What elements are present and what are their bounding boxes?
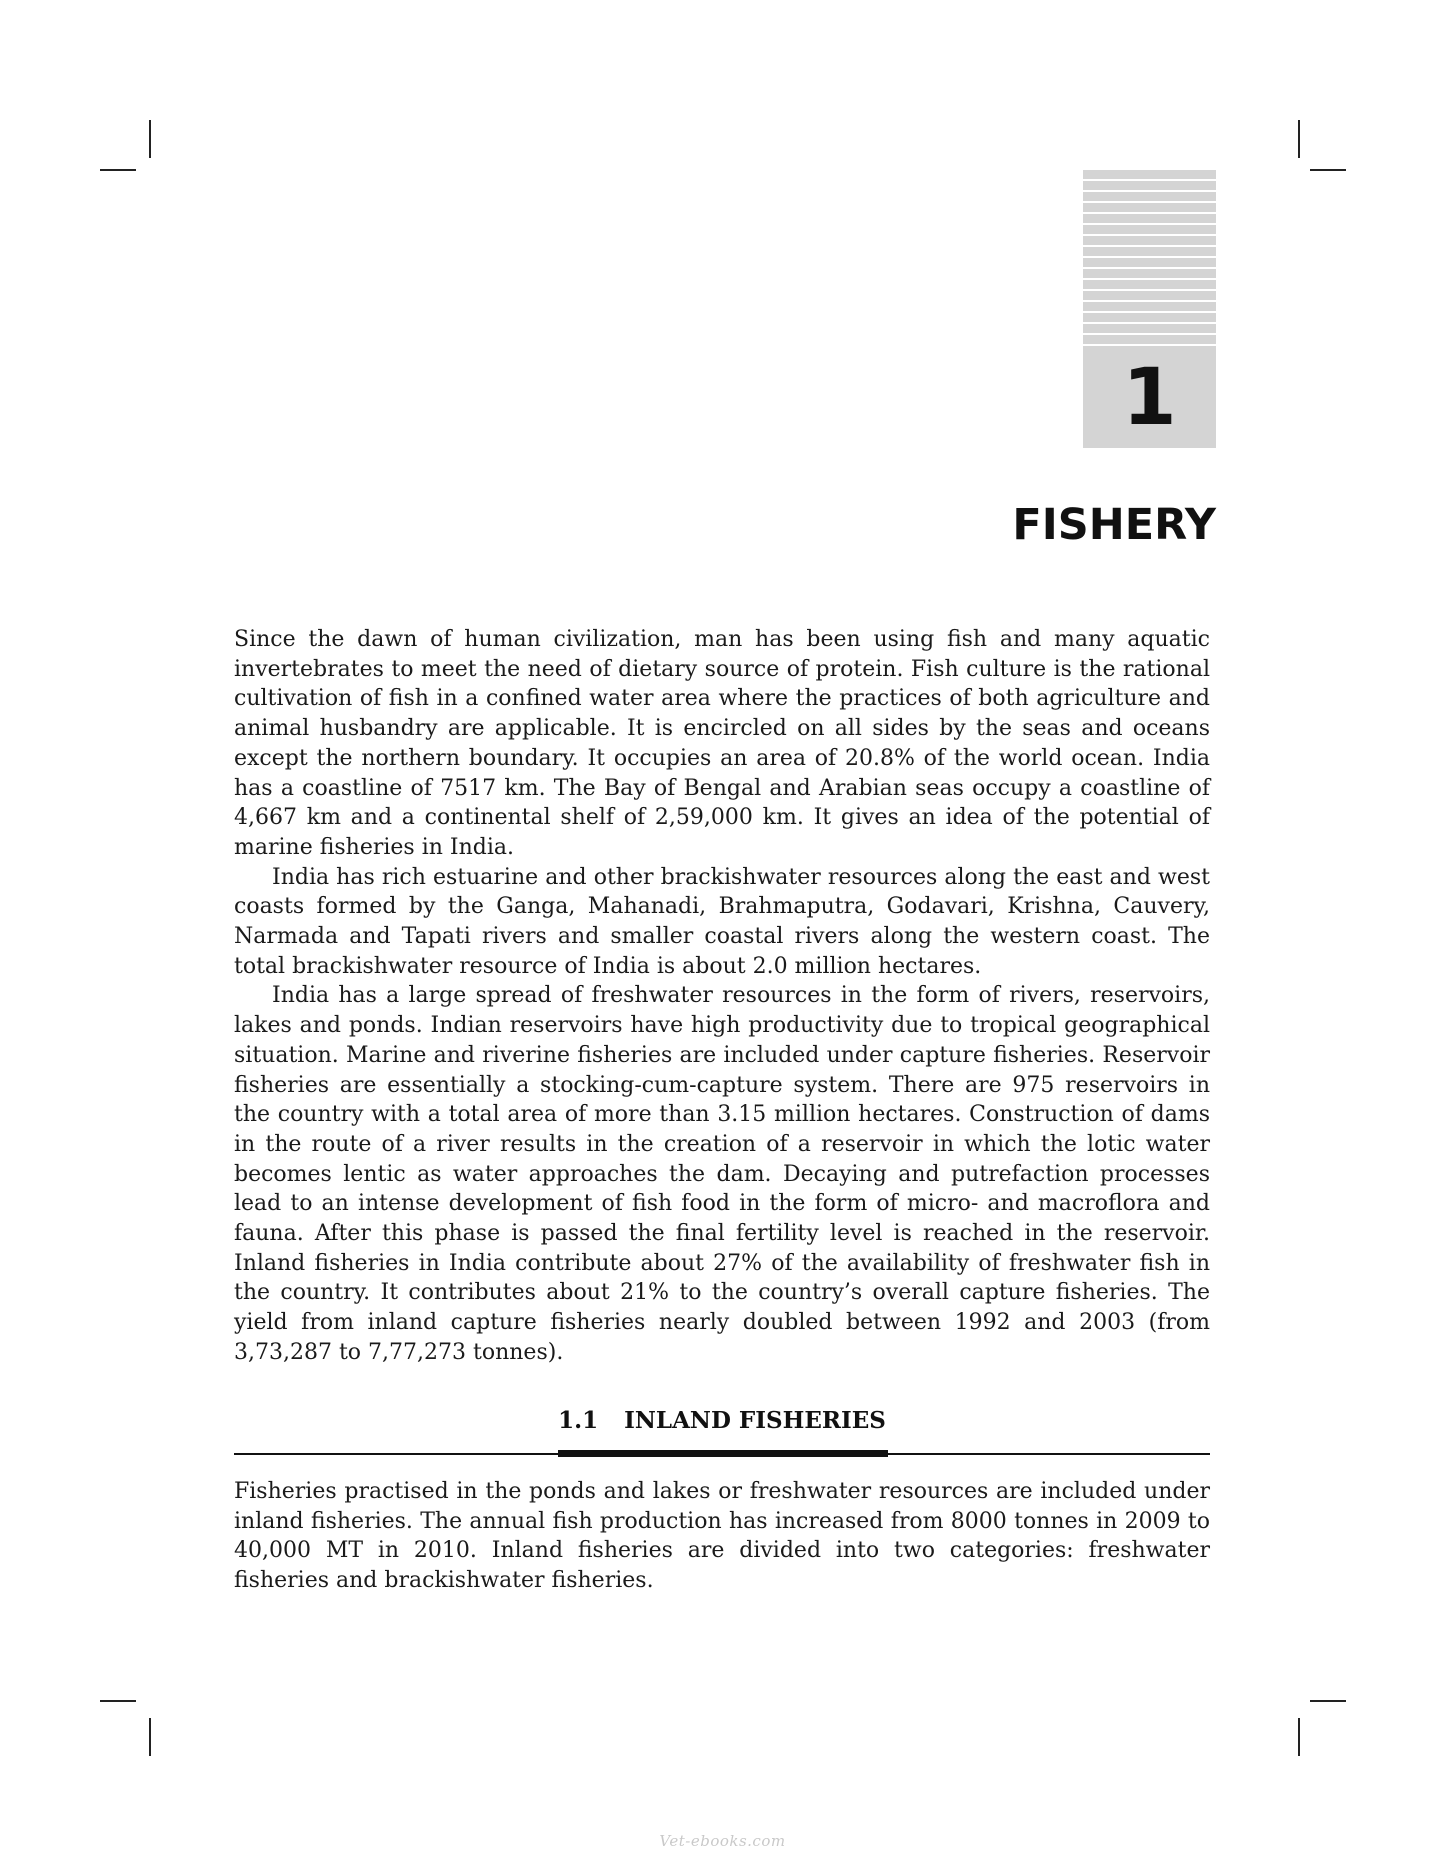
section-title: INLAND FISHERIES	[624, 1407, 886, 1434]
crop-mark-bottom-right-horizontal	[1310, 1700, 1346, 1702]
crop-mark-top-left-horizontal	[100, 169, 136, 171]
crop-mark-top-right-vertical	[1298, 120, 1300, 158]
chapter-number: 1	[1122, 353, 1177, 443]
section-heading	[234, 1407, 1210, 1434]
section-rule-accent	[558, 1450, 888, 1457]
crop-mark-top-right-horizontal	[1310, 169, 1346, 171]
chapter-intro-text	[234, 625, 1210, 1368]
section-body-text	[234, 1477, 1210, 1596]
crop-mark-bottom-right-vertical	[1298, 1718, 1300, 1756]
watermark: Vet-ebooks.com	[659, 1832, 786, 1850]
paragraph: India has rich estuarine and other brackishwater resources along the east and west coasts formed by the Ganga, Mahanadi, Brahmaputra, Godavari, Krishna, Cauvery, Narmada and Tapati rivers and smaller coastal rivers along the western coast. The total brackishwater resource of India is about 2.0 million hectares.	[234, 864, 1210, 979]
crop-mark-top-left-vertical	[149, 120, 151, 158]
section-number: 1.1	[558, 1407, 599, 1434]
crop-mark-bottom-left-vertical	[149, 1718, 151, 1756]
crop-mark-bottom-left-horizontal	[100, 1700, 136, 1702]
paragraph: Fisheries practised in the ponds and lakes or freshwater resources are included under inland fisheries. The annual fish production has increased from 8000 tonnes in 2009 to 40,000 MT in 2010. Inland fisheries are divided into two categories: freshwater fisheries and brackishwater fisheries.	[234, 1479, 1210, 1594]
chapter-title: FISHERY	[1012, 500, 1216, 550]
paragraph: Since the dawn of human civilization, man has been using fish and many aquatic invertebrates to meet the need of dietary source of protein. Fish culture is the rational cultivation of fish in a confined water area where the practices of both agriculture and animal husbandry are applicable. It is encircled on all sides by the seas and oceans except the northern boundary. It occupies an area of 20.8% of the world ocean. India has a coastline of 7517 km. The Bay of Bengal and Arabian seas occupy a coastline of 4,667 km and a continental shelf of 2,59,000 km. It gives an idea of the potential of marine fisheries in India.	[234, 627, 1210, 860]
paragraph: India has a large spread of freshwater resources in the form of rivers, reservoirs, lakes and ponds. Indian reservoirs have high productivity due to tropical geographical situation. Marine and riverine fisheries are included under capture fisheries. Reservoir fisheries are essentially a stocking-cum-capture system. There are 975 reservoirs in the country with a total area of more than 3.15 million hectares. Construction of dams in the route of a river results in the creation of a reservoir in which the lotic water becomes lentic as water approaches the dam. Decaying and putrefaction processes lead to an intense development of fish food in the form of micro- and macroflora and fauna. After this phase is passed the final fertility level is reached in the reservoir. Inland fisheries in India contribute about 27% of the availability of freshwater fish in the country. It contributes about 21% to the country’s overall capture fisheries. The yield from inland capture fisheries nearly doubled between 1992 and 2003 (from 3,73,287 to 7,77,273 tonnes).	[234, 983, 1210, 1365]
chapter-number-panel	[1083, 348, 1216, 448]
chapter-stripes-decoration	[1083, 170, 1216, 348]
chapter-number-box	[1083, 170, 1216, 448]
